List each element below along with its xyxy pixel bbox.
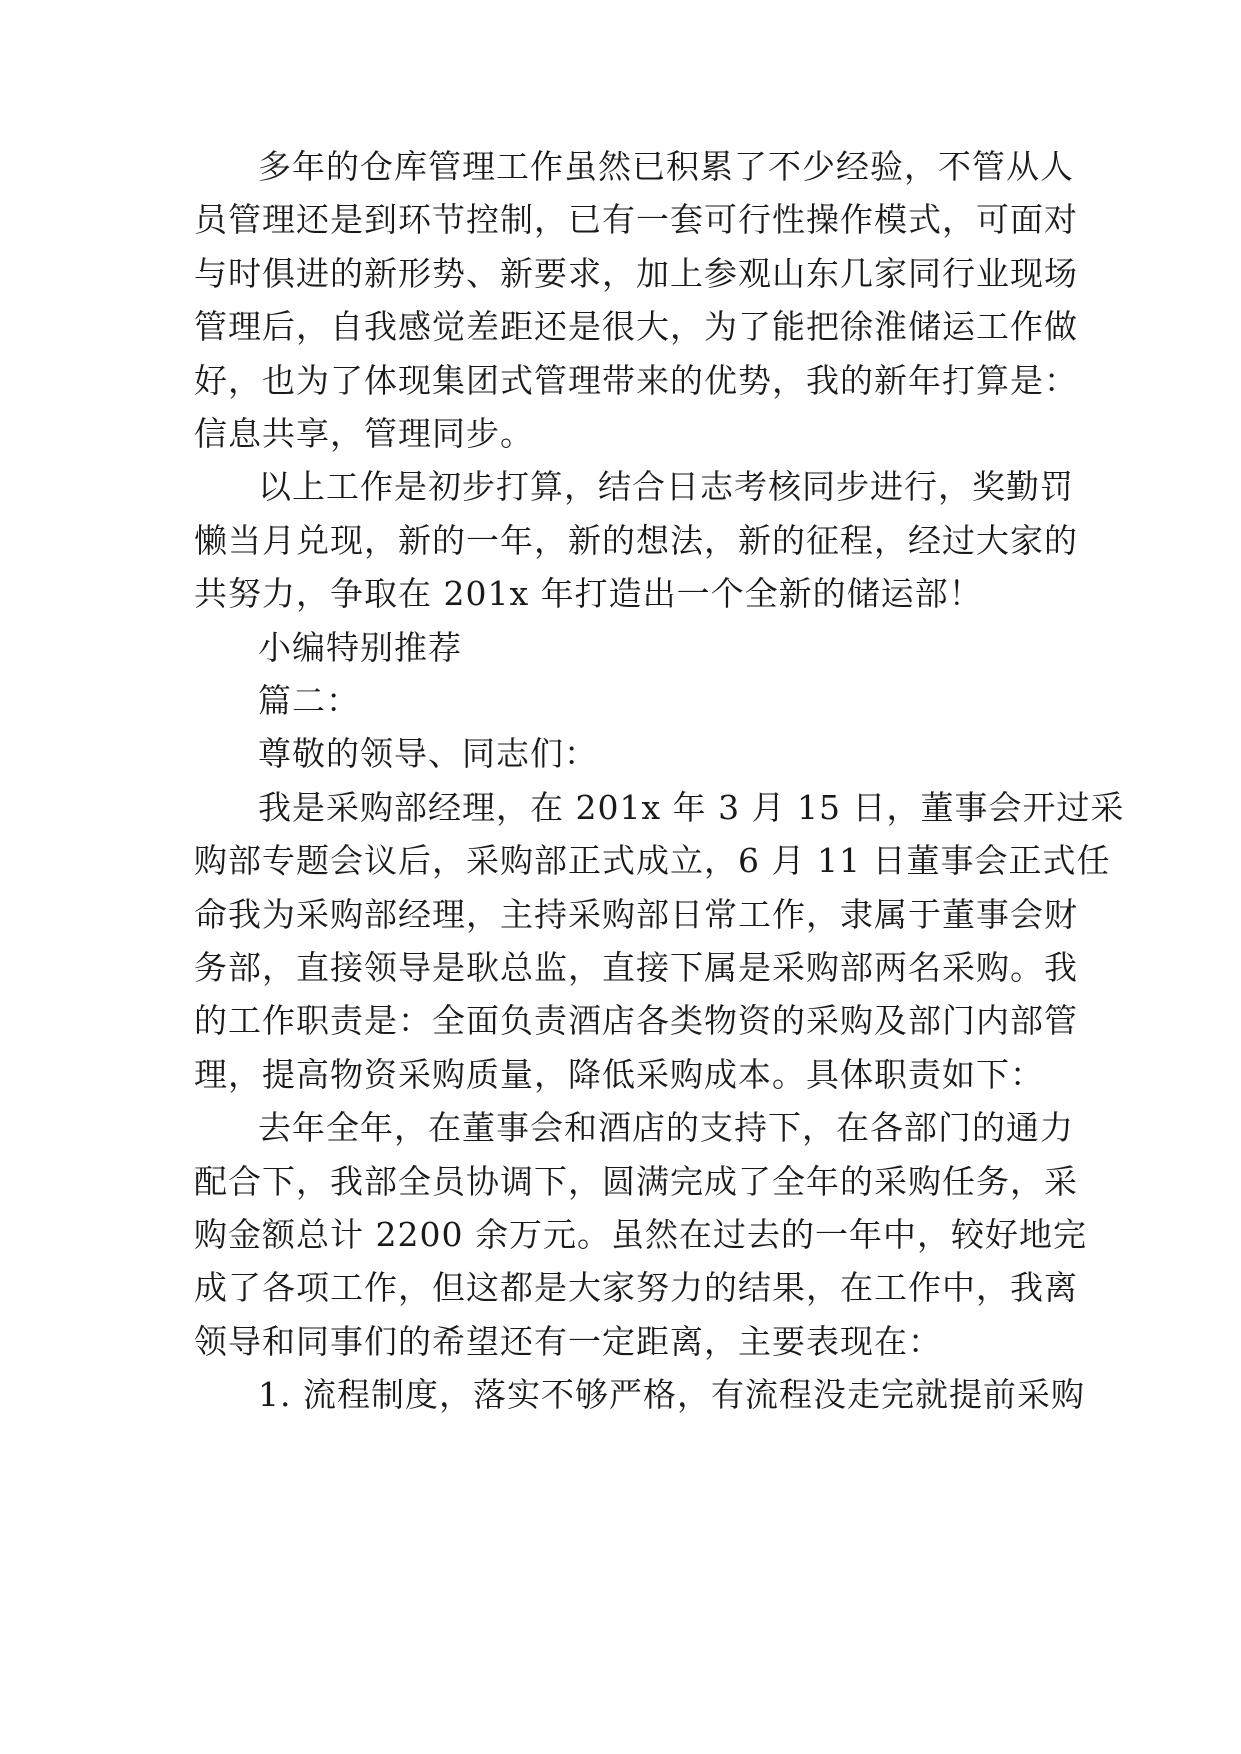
text-line: 多年的仓库管理工作虽然已积累了不少经验，不管从人 [258,147,1074,186]
text-line: 命我为采购部经理，主持采购部日常工作，隶属于董事会财 [194,895,1078,934]
text-line: 管理后，自我感觉差距还是很大，为了能把徐淮储运工作做 [194,307,1078,346]
text-line: 领导和同事们的希望还有一定距离，主要表现在： [194,1322,942,1361]
text-line: 懒当月兑现，新的一年，新的想法，新的征程，经过大家的 [194,521,1078,560]
text-line: 成了各项工作，但这都是大家努力的结果，在工作中，我离 [194,1268,1078,1307]
text-line: 购金额总计 2200 余万元。虽然在过去的一年中，较好地完 [194,1215,1087,1254]
text-line: 购部专题会议后，采购部正式成立，6 月 11 日董事会正式任 [194,841,1111,880]
text-line: 信息共享，管理同步。 [194,414,534,453]
text-line: 共努力，争取在 201x 年打造出一个全新的储运部！ [194,574,983,613]
text-line: 员管理还是到环节控制，已有一套可行性操作模式，可面对 [194,200,1078,239]
text-line: 的工作职责是：全面负责酒店各类物资的采购及部门内部管 [194,1001,1078,1040]
text-line: 理，提高物资采购质量，降低采购成本。具体职责如下： [194,1055,1044,1094]
text-line: 好，也为了体现集团式管理带来的优势，我的新年打算是： [194,361,1078,400]
text-line: 1. 流程制度，落实不够严格，有流程没走完就提前采购 [258,1375,1085,1414]
text-line: 以上工作是初步打算，结合日志考核同步进行，奖勤罚 [258,467,1074,506]
text-line: 小编特别推荐 [258,628,462,667]
text-line: 尊敬的领导、同志们： [258,734,598,773]
text-line: 我是采购部经理，在 201x 年 3 月 15 日，董事会开过采 [258,788,1125,827]
text-line: 与时俱进的新形势、新要求，加上参观山东几家同行业现场 [194,254,1078,293]
text-line: 去年全年，在董事会和酒店的支持下，在各部门的通力 [258,1108,1074,1147]
text-line: 务部，直接领导是耿总监，直接下属是采购部两名采购。我 [194,948,1078,987]
text-line: 配合下，我部全员协调下，圆满完成了全年的采购任务，采 [194,1162,1078,1201]
text-line: 篇二： [258,681,360,720]
